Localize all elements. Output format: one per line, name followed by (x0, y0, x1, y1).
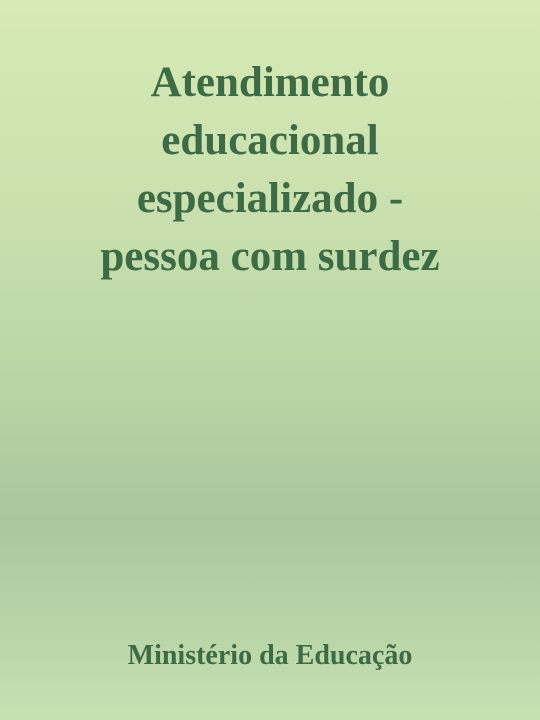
title-line-2: educacional (161, 117, 379, 164)
title-line-1: Atendimento (150, 59, 390, 106)
title-line-4: pessoa com surdez (100, 233, 440, 280)
book-title (20, 54, 520, 286)
title-line-3: especializado - (136, 175, 404, 222)
book-author: Ministério da Educação (127, 640, 413, 671)
